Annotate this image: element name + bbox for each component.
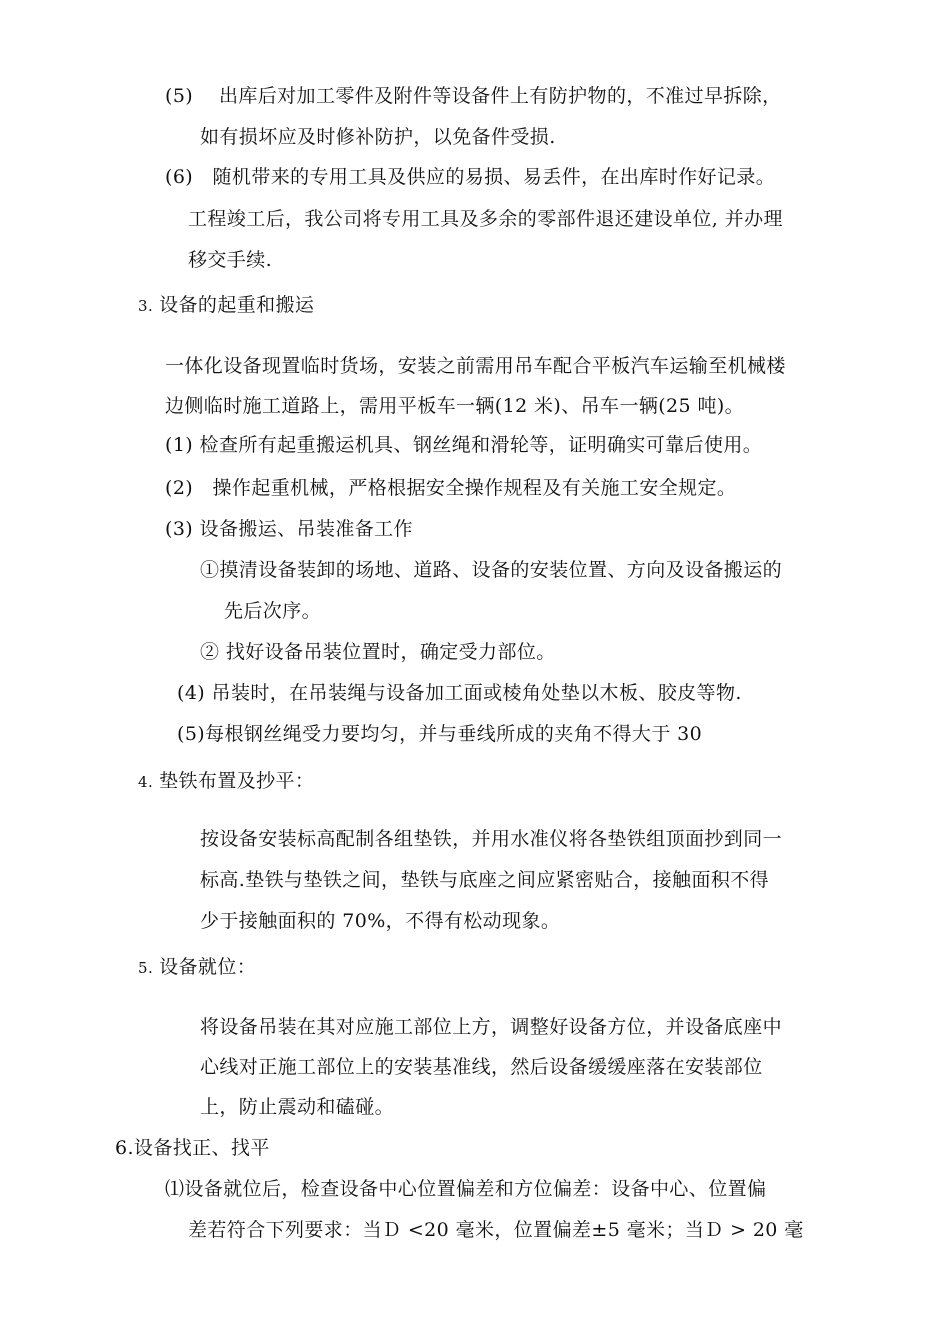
section-5-number: 5. [138, 959, 154, 977]
section-5-para-line-2: 心线对正施工部位上的安装基准线，然后设备缓缓座落在安装部位 [200, 1056, 763, 1078]
section-3-item-5: (5)每根钢丝绳受力要均匀，并与垂线所成的夹角不得大于 30 [177, 723, 703, 745]
section-6-heading: 6.设备找正、找平 [115, 1137, 270, 1159]
section-4-para-line-2: 标高.垫铁与垫铁之间，垫铁与底座之间应紧密贴合，接触面积不得 [200, 869, 770, 891]
section-5-heading [138, 955, 256, 980]
section-4-para-line-1: 按设备安装标高配制各组垫铁，并用水准仪将各垫铁组顶面抄到同一 [200, 828, 783, 850]
section-5-title: 设备就位： [159, 956, 257, 978]
section-4-para-line-3: 少于接触面积的 70%，不得有松动现象。 [200, 910, 561, 932]
item-5-line-1: (5) 出库后对加工零件及附件等设备件上有防护物的，不准过早拆除， [165, 85, 782, 107]
section-6-item-1-line-2: 差若符合下列要求：当Ｄ <20 毫米，位置偏差±5 毫米；当Ｄ > 20 毫 [188, 1219, 804, 1241]
section-3-item-3: (3) 设备搬运、吊装准备工作 [165, 518, 413, 540]
item-6-line-1: (6) 随机带来的专用工具及供应的易损、易丢件，在出库时作好记录。 [165, 166, 776, 188]
section-3-item-1: (1) 检查所有起重搬运机具、钢丝绳和滑轮等，证明确实可靠后使用。 [165, 434, 763, 456]
section-3-heading [138, 293, 314, 318]
section-6-item-1-line-1: ⑴设备就位后，检查设备中心位置偏差和方位偏差：设备中心、位置偏 [165, 1178, 767, 1200]
section-4-title: 垫铁布置及抄平： [159, 770, 315, 792]
section-5-para-line-1: 将设备吊装在其对应施工部位上方，调整好设备方位，并设备底座中 [200, 1016, 783, 1038]
section-4-heading [138, 769, 314, 794]
section-3-para-line-2: 边侧临时施工道路上，需用平板车一辆(12 米)、吊车一辆(25 吨)。 [165, 395, 745, 417]
section-3-title: 设备的起重和搬运 [159, 294, 315, 316]
section-3-item-4: (4) 吊装时，在吊装绳与设备加工面或棱角处垫以木板、胶皮等物. [177, 682, 742, 704]
item-6-line-3: 移交手续. [188, 249, 273, 271]
section-3-para-line-1: 一体化设备现置临时货场，安装之前需用吊车配合平板汽车运输至机械楼 [165, 355, 786, 377]
section-3-sub-2: ② 找好设备吊装位置时，确定受力部位。 [200, 641, 556, 663]
section-3-item-2: (2) 操作起重机械，严格根据安全操作规程及有关施工安全规定。 [165, 477, 737, 499]
section-3-number: 3. [138, 297, 154, 315]
item-6-line-2: 工程竣工后，我公司将专用工具及多余的零部件退还建设单位, 并办理 [188, 208, 783, 230]
section-5-para-line-3: 上，防止震动和磕碰。 [200, 1096, 395, 1118]
section-3-sub-1-line-1: ①摸清设备装卸的场地、道路、设备的安装位置、方向及设备搬运的 [200, 559, 783, 581]
section-3-sub-1-line-2: 先后次序。 [224, 600, 322, 622]
item-5-line-2: 如有损坏应及时修补防护，以免备件受损. [200, 126, 556, 148]
section-4-number: 4. [138, 773, 154, 791]
